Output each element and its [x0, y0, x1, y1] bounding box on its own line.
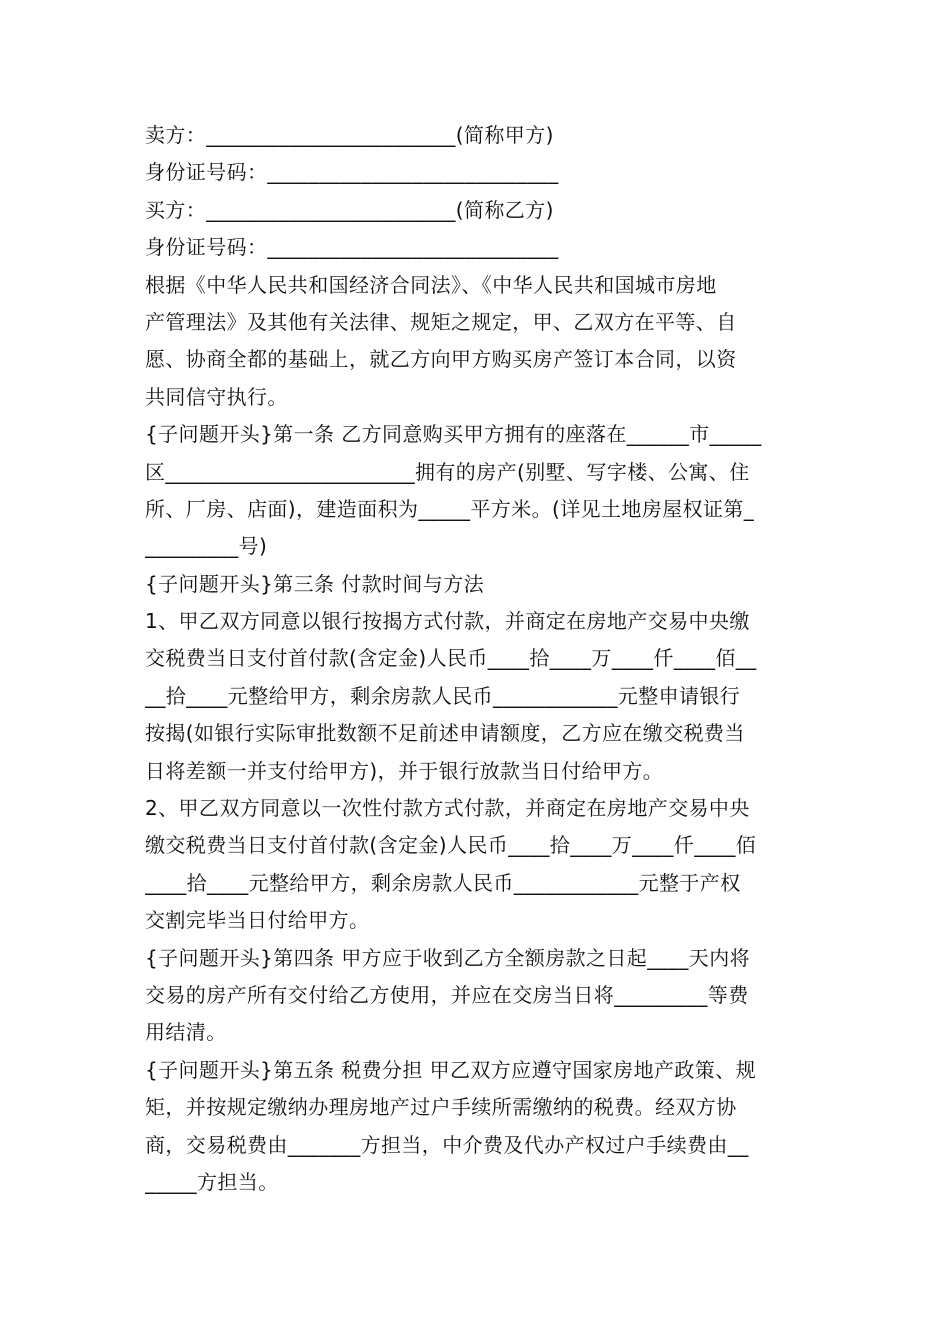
article-4-line: {子问题开头}第四条 甲方应于收到乙方全额房款之日起____天内将: [145, 945, 751, 970]
seller-line: 卖方：________________________(简称甲方): [145, 123, 554, 147]
article-4-line: 用结清。: [145, 1020, 227, 1045]
payment-option-1-line: 1、甲乙双方同意以银行按揭方式付款，并商定在房地产交易中央缴: [145, 609, 750, 634]
article-5-line: _____方担当。: [145, 1169, 279, 1194]
payment-option-2-line: 交割完毕当日付给甲方。: [145, 908, 370, 933]
buyer-id-line: 身份证号码：____________________________: [145, 235, 559, 260]
preamble-line: 愿、协商全都的基础上，就乙方向甲方购买房产签订本合同，以资: [145, 347, 737, 372]
preamble-line: 产管理法》及其他有关法律、规矩之规定，甲、乙双方在平等、自: [145, 309, 737, 334]
article-5-line: {子问题开头}第五条 税费分担 甲乙双方应遵守国家房地产政策、规: [145, 1057, 756, 1082]
payment-option-1-line: 交税费当日支付首付款(含定金)人民币____拾____万____仟____佰__: [145, 646, 757, 671]
article-1-line: 区________________________拥有的房产(别墅、写字楼、公寓、住: [145, 459, 750, 484]
payment-option-1-line: __拾____元整给甲方，剩余房款人民币____________元整申请银行: [145, 683, 741, 708]
article-4-line: 交易的房产所有交付给乙方使用，并应在交房当日将_________等费: [145, 982, 749, 1007]
article-3-heading: {子问题开头}第三条 付款时间与方法: [145, 571, 485, 596]
payment-option-2-line: 2、甲乙双方同意以一次性付款方式付款，并商定在房地产交易中央: [145, 796, 750, 821]
contract-text: [145, 117, 813, 1201]
payment-option-2-line: 缴交税费当日支付首付款(含定金)人民币____拾____万____仟____佰: [145, 833, 757, 858]
payment-option-2-line: ____拾____元整给甲方，剩余房款人民币____________元整于产权: [145, 870, 741, 895]
article-1-line: _________号): [145, 534, 268, 559]
buyer-line: 买方：________________________(简称乙方): [145, 197, 554, 222]
seller-id-line: 身份证号码：____________________________: [145, 160, 559, 185]
payment-option-1-line: 日将差额一并支付给甲方)，并于银行放款当日付给甲方。: [145, 758, 664, 783]
payment-option-1-line: 按揭(如银行实际审批数额不足前述申请额度，乙方应在缴交税费当: [145, 721, 745, 746]
preamble-line: 共同信守执行。: [145, 384, 288, 409]
article-5-line: 矩，并按规定缴纳办理房地产过户手续所需缴纳的税费。经双方协: [145, 1095, 737, 1120]
article-5-line: 商，交易税费由_______方担当，中介费及代办产权过户手续费由__: [145, 1132, 749, 1157]
article-1-line: {子问题开头}第一条 乙方同意购买甲方拥有的座落在______市_____: [145, 422, 762, 447]
article-1-line: 所、厂房、店面)，建造面积为_____平方米。(详见土地房屋权证第_: [145, 496, 755, 521]
preamble-line: 根据《中华人民共和国经济合同法》、《中华人民共和国城市房地: [145, 272, 717, 297]
